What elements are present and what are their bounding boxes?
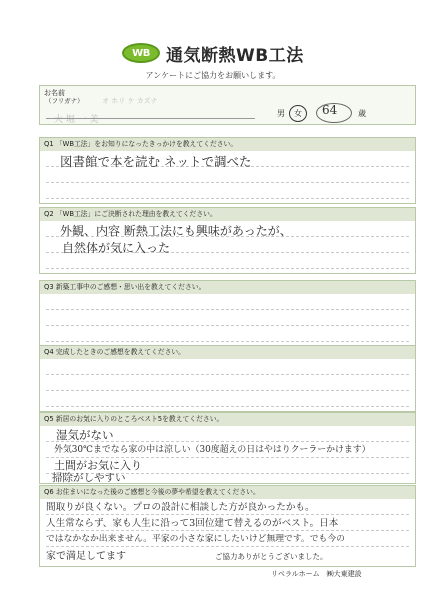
answer-rule [46,406,409,407]
question-label: Q2 「WB工法」にご決断された理由を教えてください。 [40,208,415,221]
answer-text: 湿気がない [56,428,114,442]
logo [122,40,304,66]
name-section [39,85,416,125]
logo-badge: WB [122,43,160,63]
age-parenthesis [316,103,352,123]
answer-rule [46,390,409,391]
footer-company: リベラルホーム ㈱大東建設 [271,570,362,578]
footer-thanks: ご協力ありがとうございました。 [215,552,328,561]
answer-text: 自然体が気に入った [62,241,171,255]
question-label: Q3 新築工事中のご感想・思い出を教えてください。 [40,281,415,294]
gender-male: 男 [277,109,285,118]
name-kanji: 大 堀 一 美 [54,115,99,125]
answer-text: 外観、内容 断熱工法にも興味があったが、 [60,224,292,238]
gender-circle [289,105,307,122]
answer-rule [46,268,409,269]
question-section-1 [39,137,416,204]
answer-text: 掃除がしやすい [52,472,126,484]
question-label: Q5 新居のお気に入りのところベスト5を教えてください。 [40,413,415,426]
furigana-label: （フリガナ） [45,97,84,105]
question-section-2 [39,207,416,274]
answer-rule [46,182,409,183]
name-kana: オ ホリ ケ カズナ [102,97,158,105]
answer-rule [46,374,409,375]
gender-female: 女 [294,109,302,118]
subtitle: アンケートにご協力をお願いします。 [145,71,281,80]
question-label: Q1 「WB工法」をお知りになったきっかけを教えてください。 [40,138,415,151]
age-unit: 歳 [358,109,366,118]
name-label: お名前 [44,89,65,97]
answer-text: 家で満足してます [46,551,126,562]
answer-rule [46,325,409,326]
answer-text: 人生常ならず、家も人生に沿って3回位建て替えるのがベスト。日本 [46,518,339,529]
answer-text: ではなかなか出来ません。平家の小さな家にしたいけど無理です。でも今の [46,534,345,544]
answer-rule [46,341,409,342]
answer-rule [46,309,409,310]
question-label: Q6 お住まいになった後のご感想と今後の夢や希望を教えてください。 [40,486,415,499]
page-title: 通気断熱WB工法 [166,45,304,66]
age-value: 64 [322,103,338,117]
question-section-5 [39,412,416,484]
question-section-3 [39,280,416,347]
question-section-4 [39,345,416,412]
answer-text: 図書館で本を読む ネットで調べた [60,154,252,169]
answer-text: 間取りが良くない。プロの設計に相談した方が良かったかも。 [46,502,315,513]
question-label: Q4 完成したときのご感想を教えてください。 [40,346,415,359]
answer-text: 土間がお気に入り [54,459,142,472]
answer-rule [46,198,409,199]
answer-text: 外気30℃までなら家の中は涼しい（30度超えの日はやはりクーラーかけます） [54,445,371,455]
name-underline [46,118,255,119]
